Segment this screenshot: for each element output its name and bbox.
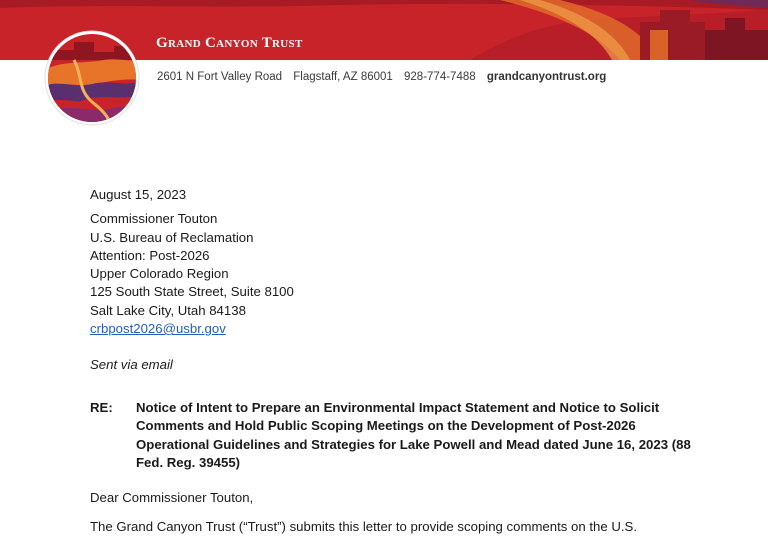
org-website[interactable]: grandcanyontrust.org: [486, 71, 607, 83]
recipient-region: Upper Colorado Region: [90, 266, 229, 282]
salutation: Dear Commissioner Touton,: [90, 490, 254, 505]
letterhead-contact: [157, 71, 606, 83]
body-paragraph: The Grand Canyon Trust (“Trust”) submits this letter to provide scoping comments on the U.S.: [90, 519, 638, 534]
recipient-address: [90, 210, 710, 338]
recipient-street: 125 South State Street, Suite 8100: [90, 284, 294, 300]
re-subject: Notice of Intent to Prepare an Environmental Impact Statement and Notice to Solicit Comments and Hold Public Scoping Meetings on the Development of Post-2026 Operational Guidelines and Strategies for Lake Powell and Mead dated June 16, 2023 (88 Fed. Reg. 39455): [136, 400, 691, 470]
org-name: Grand Canyon Trust: [156, 35, 303, 51]
recipient-name: Commissioner Touton: [90, 211, 218, 227]
delivery-method: Sent via email: [90, 357, 173, 373]
org-address: 2601 N Fort Valley Road: [157, 71, 283, 83]
org-phone: 928-774-7488: [404, 71, 476, 83]
recipient-email-link[interactable]: crbpost2026@usbr.gov: [90, 321, 226, 337]
recipient-agency: U.S. Bureau of Reclamation: [90, 229, 254, 245]
recipient-attention: Attention: Post-2026: [90, 247, 210, 263]
letter-header: [90, 186, 710, 375]
re-label: RE:: [90, 400, 113, 415]
canyon-logo: [44, 30, 140, 126]
recipient-city: Salt Lake City, Utah 84138: [90, 302, 246, 318]
org-city: Flagstaff, AZ 86001: [293, 71, 393, 83]
letter-date: August 15, 2023: [90, 187, 187, 202]
